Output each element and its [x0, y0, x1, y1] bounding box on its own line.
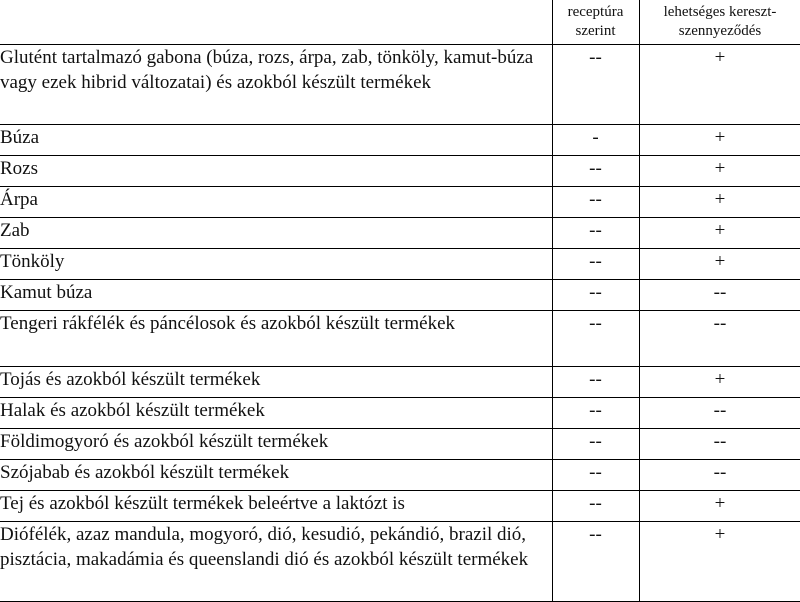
cross-mark: -- — [639, 459, 800, 490]
recipe-mark: -- — [552, 279, 639, 310]
table-row — [0, 428, 800, 459]
cross-mark: -- — [639, 397, 800, 428]
table-row — [0, 397, 800, 428]
recipe-mark: -- — [552, 521, 639, 601]
recipe-mark: -- — [552, 248, 639, 279]
row-label: Tengeri rákfélék és páncélosok és azokból készült termékek — [0, 310, 552, 366]
cross-mark: + — [639, 248, 800, 279]
table-row — [0, 459, 800, 490]
table-row — [0, 217, 800, 248]
row-label: Rozs — [0, 155, 552, 186]
cross-mark: + — [639, 155, 800, 186]
row-label: Árpa — [0, 186, 552, 217]
recipe-mark: -- — [552, 459, 639, 490]
row-label: Tojás és azokból készült termékek — [0, 366, 552, 397]
cross-mark: + — [639, 490, 800, 521]
table-row — [0, 186, 800, 217]
recipe-mark: -- — [552, 397, 639, 428]
cross-mark: -- — [639, 428, 800, 459]
cross-mark: + — [639, 521, 800, 601]
table-row — [0, 521, 800, 601]
row-label: Szójabab és azokból készült termékek — [0, 459, 552, 490]
row-label: Kamut búza — [0, 279, 552, 310]
recipe-mark: -- — [552, 366, 639, 397]
header-row — [0, 0, 800, 44]
table-row — [0, 310, 800, 366]
recipe-mark: -- — [552, 490, 639, 521]
recipe-mark: -- — [552, 186, 639, 217]
row-label: Diófélék, azaz mandula, mogyoró, dió, kesudió, pekándió, brazil dió, pisztácia, makadámia és queenslandi dió és azokból készült termékek — [0, 521, 552, 601]
row-label: Glutént tartalmazó gabona (búza, rozs, árpa, zab, tönköly, kamut-búza vagy ezek hibrid változatai) és azokból készült termékek — [0, 44, 552, 124]
header-item — [0, 0, 552, 44]
table-row — [0, 279, 800, 310]
table-row — [0, 490, 800, 521]
table-row — [0, 366, 800, 397]
cross-mark: + — [639, 217, 800, 248]
table-row — [0, 155, 800, 186]
cross-mark: + — [639, 124, 800, 155]
recipe-mark: -- — [552, 155, 639, 186]
table-row — [0, 44, 800, 124]
cross-mark: + — [639, 366, 800, 397]
cross-mark: + — [639, 186, 800, 217]
recipe-mark: -- — [552, 310, 639, 366]
cross-mark: -- — [639, 310, 800, 366]
table-row — [0, 248, 800, 279]
cross-mark: -- — [639, 279, 800, 310]
row-label: Búza — [0, 124, 552, 155]
header-cross-contamination: lehetséges kereszt-szennyeződés — [639, 0, 800, 44]
table-row — [0, 124, 800, 155]
row-label: Tej és azokból készült termékek beleértve a laktózt is — [0, 490, 552, 521]
row-label: Tönköly — [0, 248, 552, 279]
header-recipe: receptúra szerint — [552, 0, 639, 44]
row-label: Zab — [0, 217, 552, 248]
recipe-mark: -- — [552, 217, 639, 248]
row-label: Halak és azokból készült termékek — [0, 397, 552, 428]
row-label: Földimogyoró és azokból készült termékek — [0, 428, 552, 459]
recipe-mark: -- — [552, 44, 639, 124]
recipe-mark: - — [552, 124, 639, 155]
cross-mark: + — [639, 44, 800, 124]
recipe-mark: -- — [552, 428, 639, 459]
